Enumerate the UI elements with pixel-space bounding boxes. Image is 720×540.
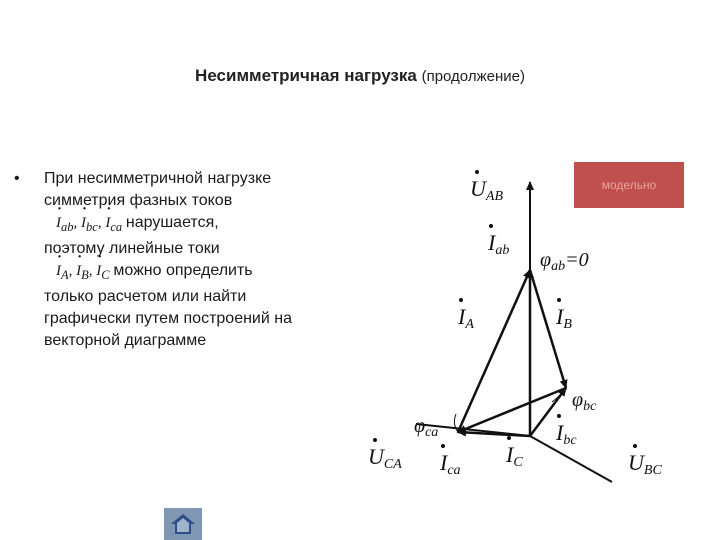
label-i-c: IC: [506, 442, 523, 470]
label-i-b: IB: [556, 304, 572, 332]
label-i-ca: Ica: [440, 450, 461, 478]
dot-i-c: [507, 436, 511, 440]
phase-current-sub: bc: [86, 220, 98, 234]
dot-i-bc: [557, 414, 561, 418]
phase-current-sub: ab: [61, 220, 74, 234]
label-u-ab: UAB: [470, 176, 503, 204]
bullet-line-5-suffix: можно определить: [113, 262, 253, 279]
phase-current-i: · I: [105, 212, 110, 234]
line-current-sub: B: [81, 268, 89, 282]
label-u-bc: UBC: [628, 450, 662, 478]
phase-currents: · $I_{ab}$, · $I_{bc}$, · $I_{ca}$: [56, 215, 126, 231]
label-phi-ca: $\varphi_{ca}$: [414, 415, 439, 440]
bullet-line-1: При несимметричной нагрузке: [44, 170, 272, 187]
bullet-dot: •: [14, 170, 20, 187]
dot-i-b: [557, 298, 561, 302]
line-current-sub: A: [61, 268, 69, 282]
label-i-a: IA: [458, 304, 474, 332]
line-current-i: · I: [76, 260, 81, 282]
title-paren: (продолжение): [421, 68, 525, 85]
bullet-line-3-suffix: нарушается,: [125, 214, 219, 231]
model-button-label: модельно: [601, 178, 657, 192]
bullet-line-8: векторной диаграмме: [44, 332, 207, 349]
label-phi-bc: $\varphi_{bc}$: [572, 389, 597, 414]
phase-current-i: · I: [56, 212, 61, 234]
phase-current-sub: ca: [110, 220, 123, 234]
label-phi-ab: $\varphi_{ab}=0$: [540, 249, 589, 274]
bullet-line-4: поэтому линейные токи: [44, 240, 220, 257]
label-i-bc: Ibc: [556, 420, 577, 448]
dot-i-ca: [441, 444, 445, 448]
bullet-line-6: только расчетом или найти: [44, 288, 247, 305]
line-current-i: · I: [96, 260, 101, 282]
label-i-ab: Iab: [488, 230, 510, 258]
dot-u-ca: [373, 438, 377, 442]
dot-u-bc: [633, 444, 637, 448]
bullet-line-2: симметрия фазных токов: [44, 192, 233, 209]
bullet-line-7: графически путем построений на: [44, 310, 292, 327]
line-current-sub: C: [101, 268, 110, 282]
dot-i-a: [459, 298, 463, 302]
line-currents: · $I_A$, · $I_B$, · $I_C$: [56, 263, 113, 279]
line-current-i: · I: [56, 260, 61, 282]
label-u-ca: UCA: [368, 444, 402, 472]
title-main: Несимметричная нагрузка: [195, 66, 417, 85]
dot-u-ab: [475, 170, 479, 174]
dot-i-ab: [489, 224, 493, 228]
phase-current-i: · I: [81, 212, 86, 234]
